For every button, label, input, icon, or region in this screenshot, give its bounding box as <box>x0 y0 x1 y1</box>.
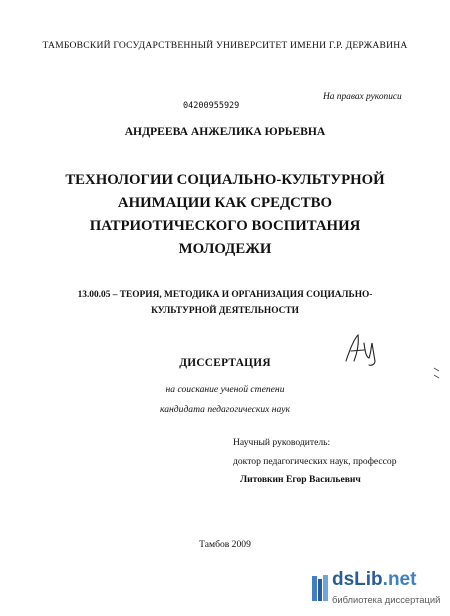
site-name-main: dsLib <box>332 569 383 590</box>
document-type: ДИССЕРТАЦИЯ <box>179 357 271 369</box>
degree-description <box>0 380 450 420</box>
specialty-line: 13.00.05 – ТЕОРИЯ, МЕТОДИКА И ОРГАНИЗАЦИЯ СОЦИАЛЬНО- <box>77 290 373 300</box>
advisor-label: Научный руководитель: <box>233 437 331 448</box>
site-name-tld: .net <box>382 569 417 590</box>
title-line: ТЕХНОЛОГИИ СОЦИАЛЬНО-КУЛЬТУРНОЙ <box>65 172 385 188</box>
advisor-rank: доктор педагогических наук, профессор <box>233 456 397 467</box>
title-line: ПАТРИОТИЧЕСКОГО ВОСПИТАНИЯ <box>89 218 361 234</box>
specialty-line: КУЛЬТУРНОЙ ДЕЯТЕЛЬНОСТИ <box>151 306 299 316</box>
margin-mark <box>433 367 441 381</box>
book-stack-icon <box>310 573 330 603</box>
degree-line: кандидата педагогических наук <box>160 404 290 415</box>
city-year: Тамбов 2009 <box>199 539 251 550</box>
inventory-number: 04200955929 <box>183 101 240 111</box>
dissertation-title <box>30 169 420 261</box>
manuscript-rights-note: На правах рукописи <box>323 92 402 102</box>
advisor-name: Литовкин Егор Васильевич <box>240 474 361 485</box>
specialty-code <box>40 287 410 319</box>
site-tagline: библиотека диссертаций <box>332 594 441 605</box>
title-line: МОЛОДЕЖИ <box>178 241 272 257</box>
university-name: ТАМБОВСКИЙ ГОСУДАРСТВЕННЫЙ УНИВЕРСИТЕТ ИМЕНИ Г.Р. ДЕРЖАВИНА <box>42 40 408 51</box>
title-line: АНИМАЦИИ КАК СРЕДСТВО <box>117 195 333 211</box>
dslib-watermark[interactable] <box>310 571 448 611</box>
author-name: АНДРЕЕВА АНЖЕЛИКА ЮРЬЕВНА <box>124 125 326 138</box>
degree-line: на соискание ученой степени <box>165 384 285 395</box>
site-name <box>332 569 416 591</box>
